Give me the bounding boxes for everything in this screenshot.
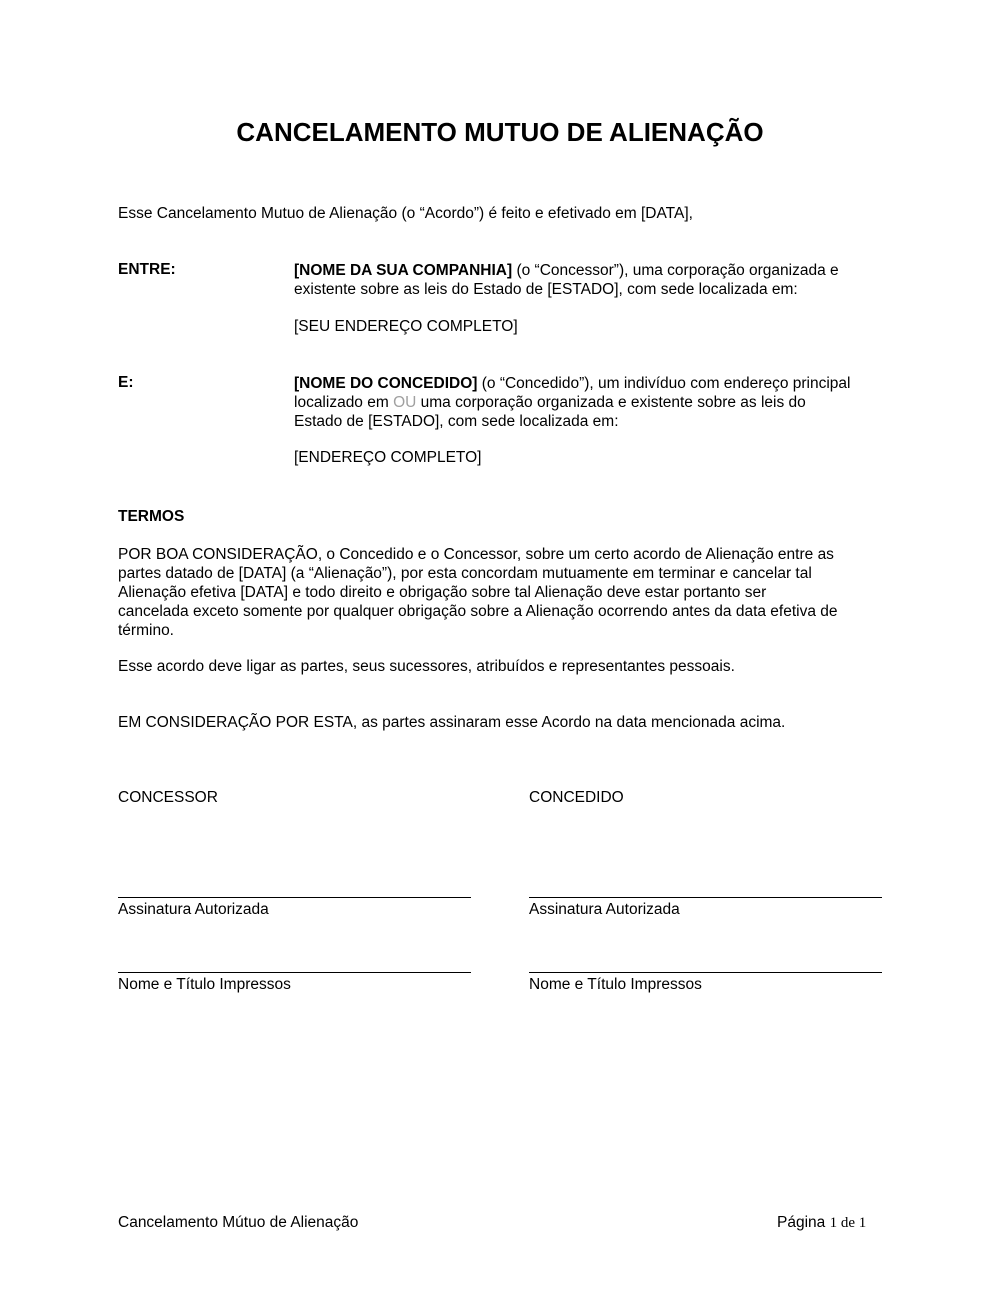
grantor-desc: (o “Concessor”), uma corporação organizada e [512, 262, 839, 279]
party-grantee-line1 [294, 374, 894, 393]
terms-line: partes datado de [DATA] (a “Alienação”), por esta concordam mutuamente em terminar e cancelar tal [118, 565, 812, 582]
grantee-desc: (o “Concedido”), um indivíduo com endereço principal [477, 375, 851, 392]
grantee-line2-before: localizado em [294, 394, 394, 411]
party-grantee-block [294, 374, 894, 431]
binding-paragraph: Esse acordo deve ligar as partes, seus sucessores, atribuídos e representantes pessoais. [118, 658, 735, 675]
grantor-name-line[interactable] [118, 972, 471, 973]
grantor-address: [SEU ENDEREÇO COMPLETO] [294, 318, 518, 335]
grantor-name: [NOME DA SUA COMPANHIA] [294, 262, 513, 279]
signature-party-grantee: CONCEDIDO [529, 789, 624, 806]
grantee-address: [ENDEREÇO COMPLETO] [294, 449, 482, 466]
signature-party-grantor: CONCESSOR [118, 789, 218, 806]
grantee-name-label: Nome e Título Impressos [529, 976, 702, 993]
witness-paragraph: EM CONSIDERAÇÃO POR ESTA, as partes assinaram esse Acordo na data mencionada acima. [118, 714, 786, 731]
grantor-name-label: Nome e Título Impressos [118, 976, 291, 993]
page-number: 1 de 1 [829, 1215, 867, 1231]
party-label-entre: ENTRE: [118, 261, 176, 278]
footer-page-indicator [777, 1214, 866, 1232]
terms-line: término. [118, 622, 174, 639]
terms-line: cancelada exceto somente por qualquer obrigação sobre a Alienação ocorrendo antes da data efetiva de [118, 603, 838, 620]
grantee-signature-line[interactable] [529, 897, 882, 898]
grantor-signature-line[interactable] [118, 897, 471, 898]
grantee-name-line[interactable] [529, 972, 882, 973]
party-label-e: E: [118, 374, 134, 391]
terms-line: Alienação efetiva [DATA] e todo direito e obrigação sobre tal Alienação deve estar portanto ser [118, 584, 767, 601]
intro-paragraph: Esse Cancelamento Mutuo de Alienação (o “Acordo”) é feito e efetivado em [DATA], [118, 205, 693, 222]
grantor-signature-label: Assinatura Autorizada [118, 901, 269, 918]
party-grantor-block [294, 261, 894, 299]
terms-paragraph [118, 545, 888, 640]
party-grantee-line3: Estado de [ESTADO], com sede localizada em: [294, 413, 619, 430]
grantee-name: [NOME DO CONCEDIDO] [294, 375, 478, 392]
or-highlight: OU [393, 394, 417, 411]
party-grantor-line2: existente sobre as leis do Estado de [ESTADO], com sede localizada em: [294, 281, 798, 298]
grantee-line2-after: uma corporação organizada e existente sobre as leis do [416, 394, 806, 411]
party-grantee-line2 [294, 393, 894, 412]
document-title: CANCELAMENTO MUTUO DE ALIENAÇÃO [236, 117, 764, 147]
grantee-signature-label: Assinatura Autorizada [529, 901, 680, 918]
footer-document-name: Cancelamento Mútuo de Alienação [118, 1214, 359, 1231]
terms-heading: TERMOS [118, 508, 185, 525]
terms-line: POR BOA CONSIDERAÇÃO, o Concedido e o Concessor, sobre um certo acordo de Alienação entre as [118, 546, 834, 563]
page-word: Página [777, 1214, 826, 1231]
party-grantor-line1 [294, 261, 894, 280]
